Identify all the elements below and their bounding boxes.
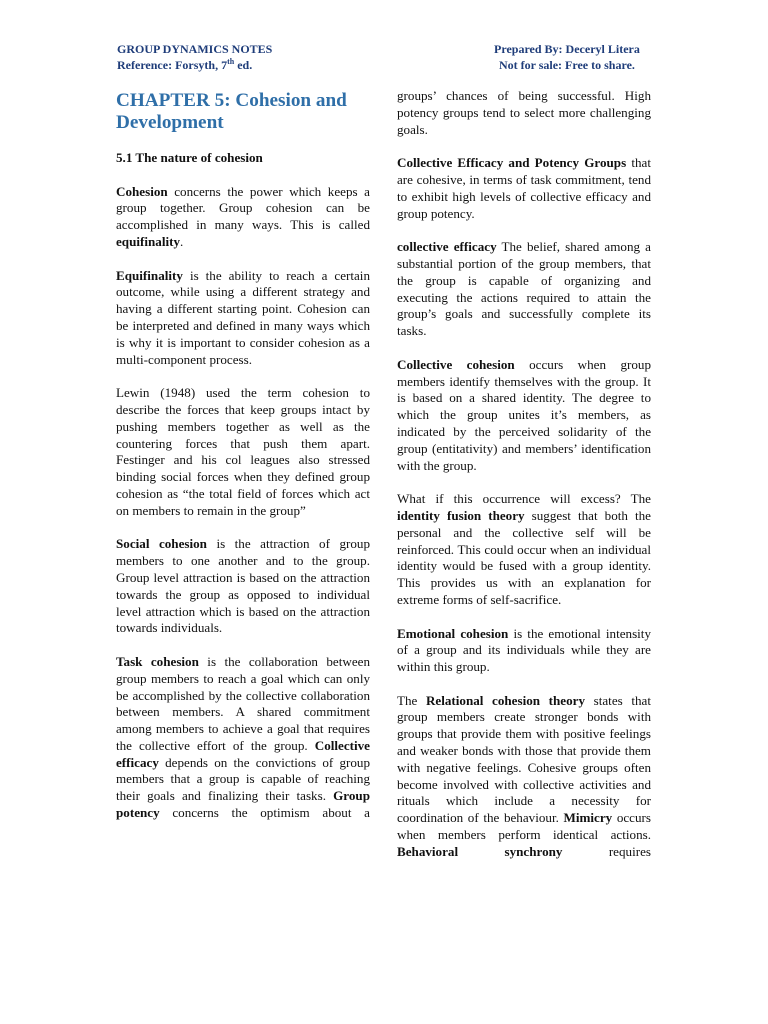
header-reference bbox=[117, 58, 272, 74]
term-identity-fusion-theory: identity fusion theory bbox=[397, 507, 525, 523]
chapter-title: CHAPTER 5: Cohesion and Development bbox=[116, 90, 347, 133]
term-collective-efficacy: collective efficacy bbox=[397, 239, 497, 255]
left-column bbox=[116, 90, 370, 839]
text: is the attraction of group members to one another and to the group. Group level attraction is based on the attraction towards the group as opposed to individual level attraction which is based on the attraction towards individuals. bbox=[116, 536, 370, 636]
term-collective-cohesion: Collective cohesion bbox=[397, 356, 515, 372]
term-equifinality: equifinality bbox=[116, 233, 181, 249]
header-right bbox=[494, 42, 640, 73]
term-behavioral-synchrony: Behavioral synchrony bbox=[397, 843, 563, 859]
header-author: Prepared By: Deceryl Litera bbox=[494, 42, 640, 56]
text: concerns the optimism about a bbox=[159, 805, 370, 821]
term-social-cohesion: Social cohesion bbox=[116, 536, 207, 552]
term-collective-efficacy: Collective efficacy bbox=[116, 737, 370, 770]
term-group-potency: Group potency bbox=[116, 788, 370, 821]
term-emotional-cohesion: Emotional cohesion bbox=[397, 625, 509, 641]
text: The belief, shared among a substantial portion of the group members, that the group is capable of organizing and executing the actions required to attain the group’s goals and successfully complete its tasks. bbox=[397, 239, 651, 339]
paragraph-equifinality bbox=[116, 268, 370, 369]
paragraph-lewin: Lewin (1948) used the term cohesion to describe the forces that keep groups intact by pushing members together as well as the countering forces that push them apart. Festinger and his col leagues also stressed binding social forces when they defined group cohesion as “the total field of forces which act on members to remain in the group” bbox=[116, 385, 370, 518]
paragraph-task-cohesion bbox=[116, 654, 370, 822]
paragraph-emotional-cohesion bbox=[397, 626, 651, 676]
paragraph-social-cohesion bbox=[116, 536, 370, 637]
term-mimicry: Mimicry bbox=[563, 810, 613, 826]
paragraph-collective-efficacy-def bbox=[397, 239, 651, 340]
text: What if this occurrence will excess? The bbox=[397, 491, 651, 507]
text: is the collaboration between group members to reach a goal which can only be accomplished by the collective collaboration between members. A shared commitment among members to achieve a goal that requires the collective effort of the group. bbox=[116, 653, 370, 753]
paragraph-cohesion bbox=[116, 184, 370, 251]
text: suggest that both the personal and the collective self will be reinforced. This could occur when an individual identity would be fused with a group identity. This provides us with an explanation for extreme forms of self-sacrifice. bbox=[397, 507, 651, 607]
section-title: 5.1 The nature of cohesion bbox=[116, 150, 263, 165]
reference-suffix: ed. bbox=[234, 57, 253, 72]
header-left bbox=[117, 42, 272, 73]
paragraph-collective-cohesion bbox=[397, 357, 651, 475]
text: that are cohesive, in terms of task commitment, tend to exhibit high levels of collective efficacy and group potency. bbox=[397, 155, 651, 221]
term-efficacy-potency-groups: Collective Efficacy and Potency Groups bbox=[397, 155, 627, 171]
text: states that group members create stronger bonds with groups that provide them with positive feelings and weaker bonds with those that provide them with negative feelings. Cohesive groups often become involved with collective activities and rituals which include a necessity for coordination of the behaviour. bbox=[397, 692, 651, 826]
header-license: Not for sale: Free to share. bbox=[498, 57, 635, 72]
paragraph-efficacy-potency-groups bbox=[397, 155, 651, 222]
text: occurs when group members identify themselves with the group. It is based on a shared identity. The degree to which the group unites it’s members, as indicated by the perceived solidarity of the group (entitativity) and members’ identification with the group. bbox=[397, 356, 651, 473]
right-column bbox=[397, 88, 651, 877]
term-task-cohesion: Task cohesion bbox=[116, 653, 199, 669]
term-equifinality: Equifinality bbox=[116, 267, 183, 283]
paragraph-relational-cohesion bbox=[397, 693, 651, 861]
text: . bbox=[180, 233, 184, 249]
text: The bbox=[397, 692, 426, 708]
paragraph-potency-continued: groups’ chances of being successful. High potency groups tend to select more challenging goals. bbox=[397, 88, 651, 137]
header-course-title: GROUP DYNAMICS NOTES bbox=[117, 42, 273, 56]
reference-text: Reference: Forsyth, 7 bbox=[117, 57, 228, 72]
text: requires bbox=[562, 843, 651, 859]
text: occurs when members perform identical actions. bbox=[397, 810, 651, 843]
term-relational-cohesion-theory: Relational cohesion theory bbox=[425, 692, 586, 708]
text: depends on the convictions of group members that a group is capable of reaching their goals and finalizing their tasks. bbox=[116, 754, 370, 804]
text: is the ability to reach a certain outcome, while using a different strategy and having a different starting point. Cohesion can be interpreted and defined in many ways which is why it is important to consider cohesion as a multi-component process. bbox=[116, 267, 370, 367]
text: is the emotional intensity of a group and its individuals while they are within this group. bbox=[397, 625, 651, 675]
text: concerns the power which keeps a group together. Group cohesion can be accomplished in many ways. This is called bbox=[116, 183, 370, 233]
reference-sup: th bbox=[227, 56, 235, 66]
term-cohesion: Cohesion bbox=[116, 183, 168, 199]
paragraph-identity-fusion bbox=[397, 491, 651, 609]
